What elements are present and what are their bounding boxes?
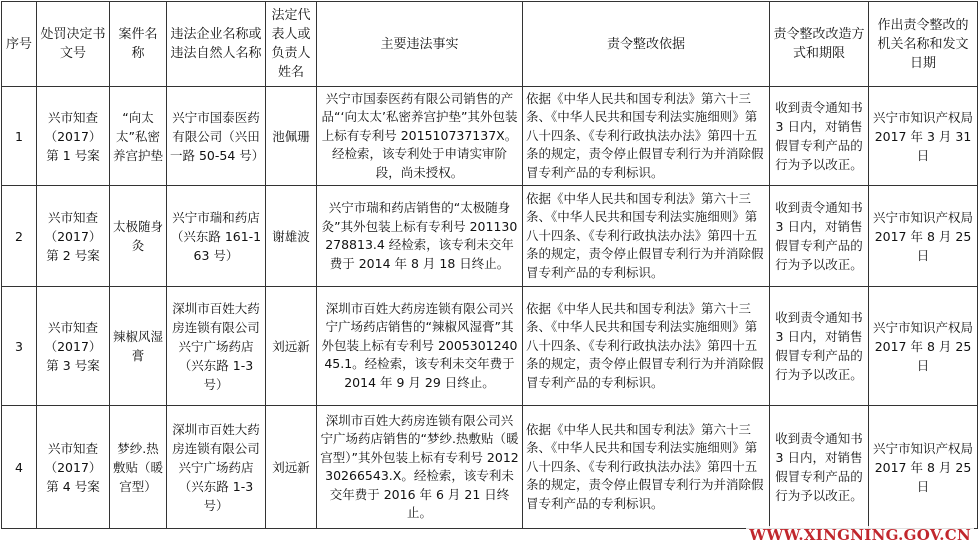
cell-method: 收到责令通知书 3 日内，对销售假冒专利产品的行为予以改正。 — [770, 186, 869, 287]
table-row — [2, 186, 978, 287]
cell-enterprise: 兴宁市国泰医药有限公司（兴田一路 50-54 号） — [167, 87, 266, 186]
cell-doc-no: 兴市知查（2017）第 3 号案 — [37, 287, 110, 406]
table-row — [2, 287, 978, 406]
cell-legal-rep: 刘远新 — [266, 287, 317, 406]
cell-case-name: 太极随身灸 — [110, 186, 167, 287]
cell-legal-rep: 刘远新 — [266, 406, 317, 529]
cell-authority: 兴宁市知识产权局 2017 年 8 月 25 日 — [869, 406, 978, 529]
cell-seq: 1 — [2, 87, 37, 186]
header-case-name: 案件名称 — [110, 2, 167, 87]
header-method: 责令整改改造方式和期限 — [770, 2, 869, 87]
cell-case-name: 辣椒风湿膏 — [110, 287, 167, 406]
cell-basis: 依据《中华人民共和国专利法》第六十三条、《中华人民共和国专利法实施细则》第八十四条、《专利行政执法办法》第四十五条的规定，责令停止假冒专利行为并消除假冒专利产品的专利标识。 — [523, 406, 770, 529]
cell-authority: 兴宁市知识产权局 2017 年 8 月 25 日 — [869, 186, 978, 287]
header-doc-no: 处罚决定书文号 — [37, 2, 110, 87]
cell-facts: 兴宁市国泰医药有限公司销售的产品“‘向太太’私密养宫护垫”其外包装上标有专利号 201510737137X。经检索，该专利处于申请实审阶段，尚未授权。 — [317, 87, 523, 186]
cell-seq: 2 — [2, 186, 37, 287]
cell-method: 收到责令通知书 3 日内，对销售假冒专利产品的行为予以改正。 — [770, 87, 869, 186]
penalty-table — [1, 1, 978, 529]
cell-facts: 深圳市百姓大药房连锁有限公司兴宁广场药店销售的“辣椒风湿膏”其外包装上标有专利号 200530124045.1。经检索，该专利未交年费于 2014 年 9 月 29 日终止。 — [317, 287, 523, 406]
cell-doc-no: 兴市知查（2017）第 1 号案 — [37, 87, 110, 186]
cell-seq: 3 — [2, 287, 37, 406]
cell-doc-no: 兴市知查（2017）第 2 号案 — [37, 186, 110, 287]
cell-enterprise: 深圳市百姓大药房连锁有限公司兴宁广场药店（兴东路 1-3 号） — [167, 406, 266, 529]
header-legal-rep: 法定代表人或负责人姓名 — [266, 2, 317, 87]
site-watermark: WWW.XINGNING.GOV.CN — [746, 526, 974, 544]
header-authority: 作出责令整改的机关名称和发文日期 — [869, 2, 978, 87]
cell-basis: 依据《中华人民共和国专利法》第六十三条、《中华人民共和国专利法实施细则》第八十四条、《专利行政执法办法》第四十五条的规定，责令停止假冒专利行为并消除假冒专利产品的专利标识。 — [523, 287, 770, 406]
cell-case-name: 梦纱.热敷贴（暖宫型） — [110, 406, 167, 529]
cell-basis: 依据《中华人民共和国专利法》第六十三条、《中华人民共和国专利法实施细则》第八十四条、《专利行政执法办法》第四十五条的规定，责令停止假冒专利行为并消除假冒专利产品的专利标识。 — [523, 87, 770, 186]
cell-legal-rep: 谢雄波 — [266, 186, 317, 287]
header-row — [2, 2, 978, 87]
cell-authority: 兴宁市知识产权局 2017 年 8 月 25 日 — [869, 287, 978, 406]
cell-doc-no: 兴市知查（2017）第 4 号案 — [37, 406, 110, 529]
cell-method: 收到责令通知书 3 日内，对销售假冒专利产品的行为予以改正。 — [770, 406, 869, 529]
cell-case-name: “向太太”私密养宫护垫 — [110, 87, 167, 186]
cell-method: 收到责令通知书 3 日内，对销售假冒专利产品的行为予以改正。 — [770, 287, 869, 406]
cell-facts: 深圳市百姓大药房连锁有限公司兴宁广场药店销售的“梦纱.热敷贴（暖宫型）”其外包装上标有专利号 201230266543.X。经检索，该专利未交年费于 2016 年 6 月 21 日终止。 — [317, 406, 523, 529]
cell-facts: 兴宁市瑞和药店销售的“太极随身灸”其外包装上标有专利号 201130278813.4 经检索，该专利未交年费于 2014 年 8 月 18 日终止。 — [317, 186, 523, 287]
cell-authority: 兴宁市知识产权局 2017 年 3 月 31 日 — [869, 87, 978, 186]
cell-seq: 4 — [2, 406, 37, 529]
header-basis: 责令整改依据 — [523, 2, 770, 87]
header-facts: 主要违法事实 — [317, 2, 523, 87]
cell-basis: 依据《中华人民共和国专利法》第六十三条、《中华人民共和国专利法实施细则》第八十四条、《专利行政执法办法》第四十五条的规定，责令停止假冒专利行为并消除假冒专利产品的专利标识。 — [523, 186, 770, 287]
cell-enterprise: 深圳市百姓大药房连锁有限公司兴宁广场药店（兴东路 1-3 号） — [167, 287, 266, 406]
table-row — [2, 87, 978, 186]
cell-enterprise: 兴宁市瑞和药店（兴东路 161-163 号） — [167, 186, 266, 287]
cell-legal-rep: 池佩珊 — [266, 87, 317, 186]
header-enterprise: 违法企业名称或违法自然人名称 — [167, 2, 266, 87]
header-seq: 序号 — [2, 2, 37, 87]
table-row — [2, 406, 978, 529]
